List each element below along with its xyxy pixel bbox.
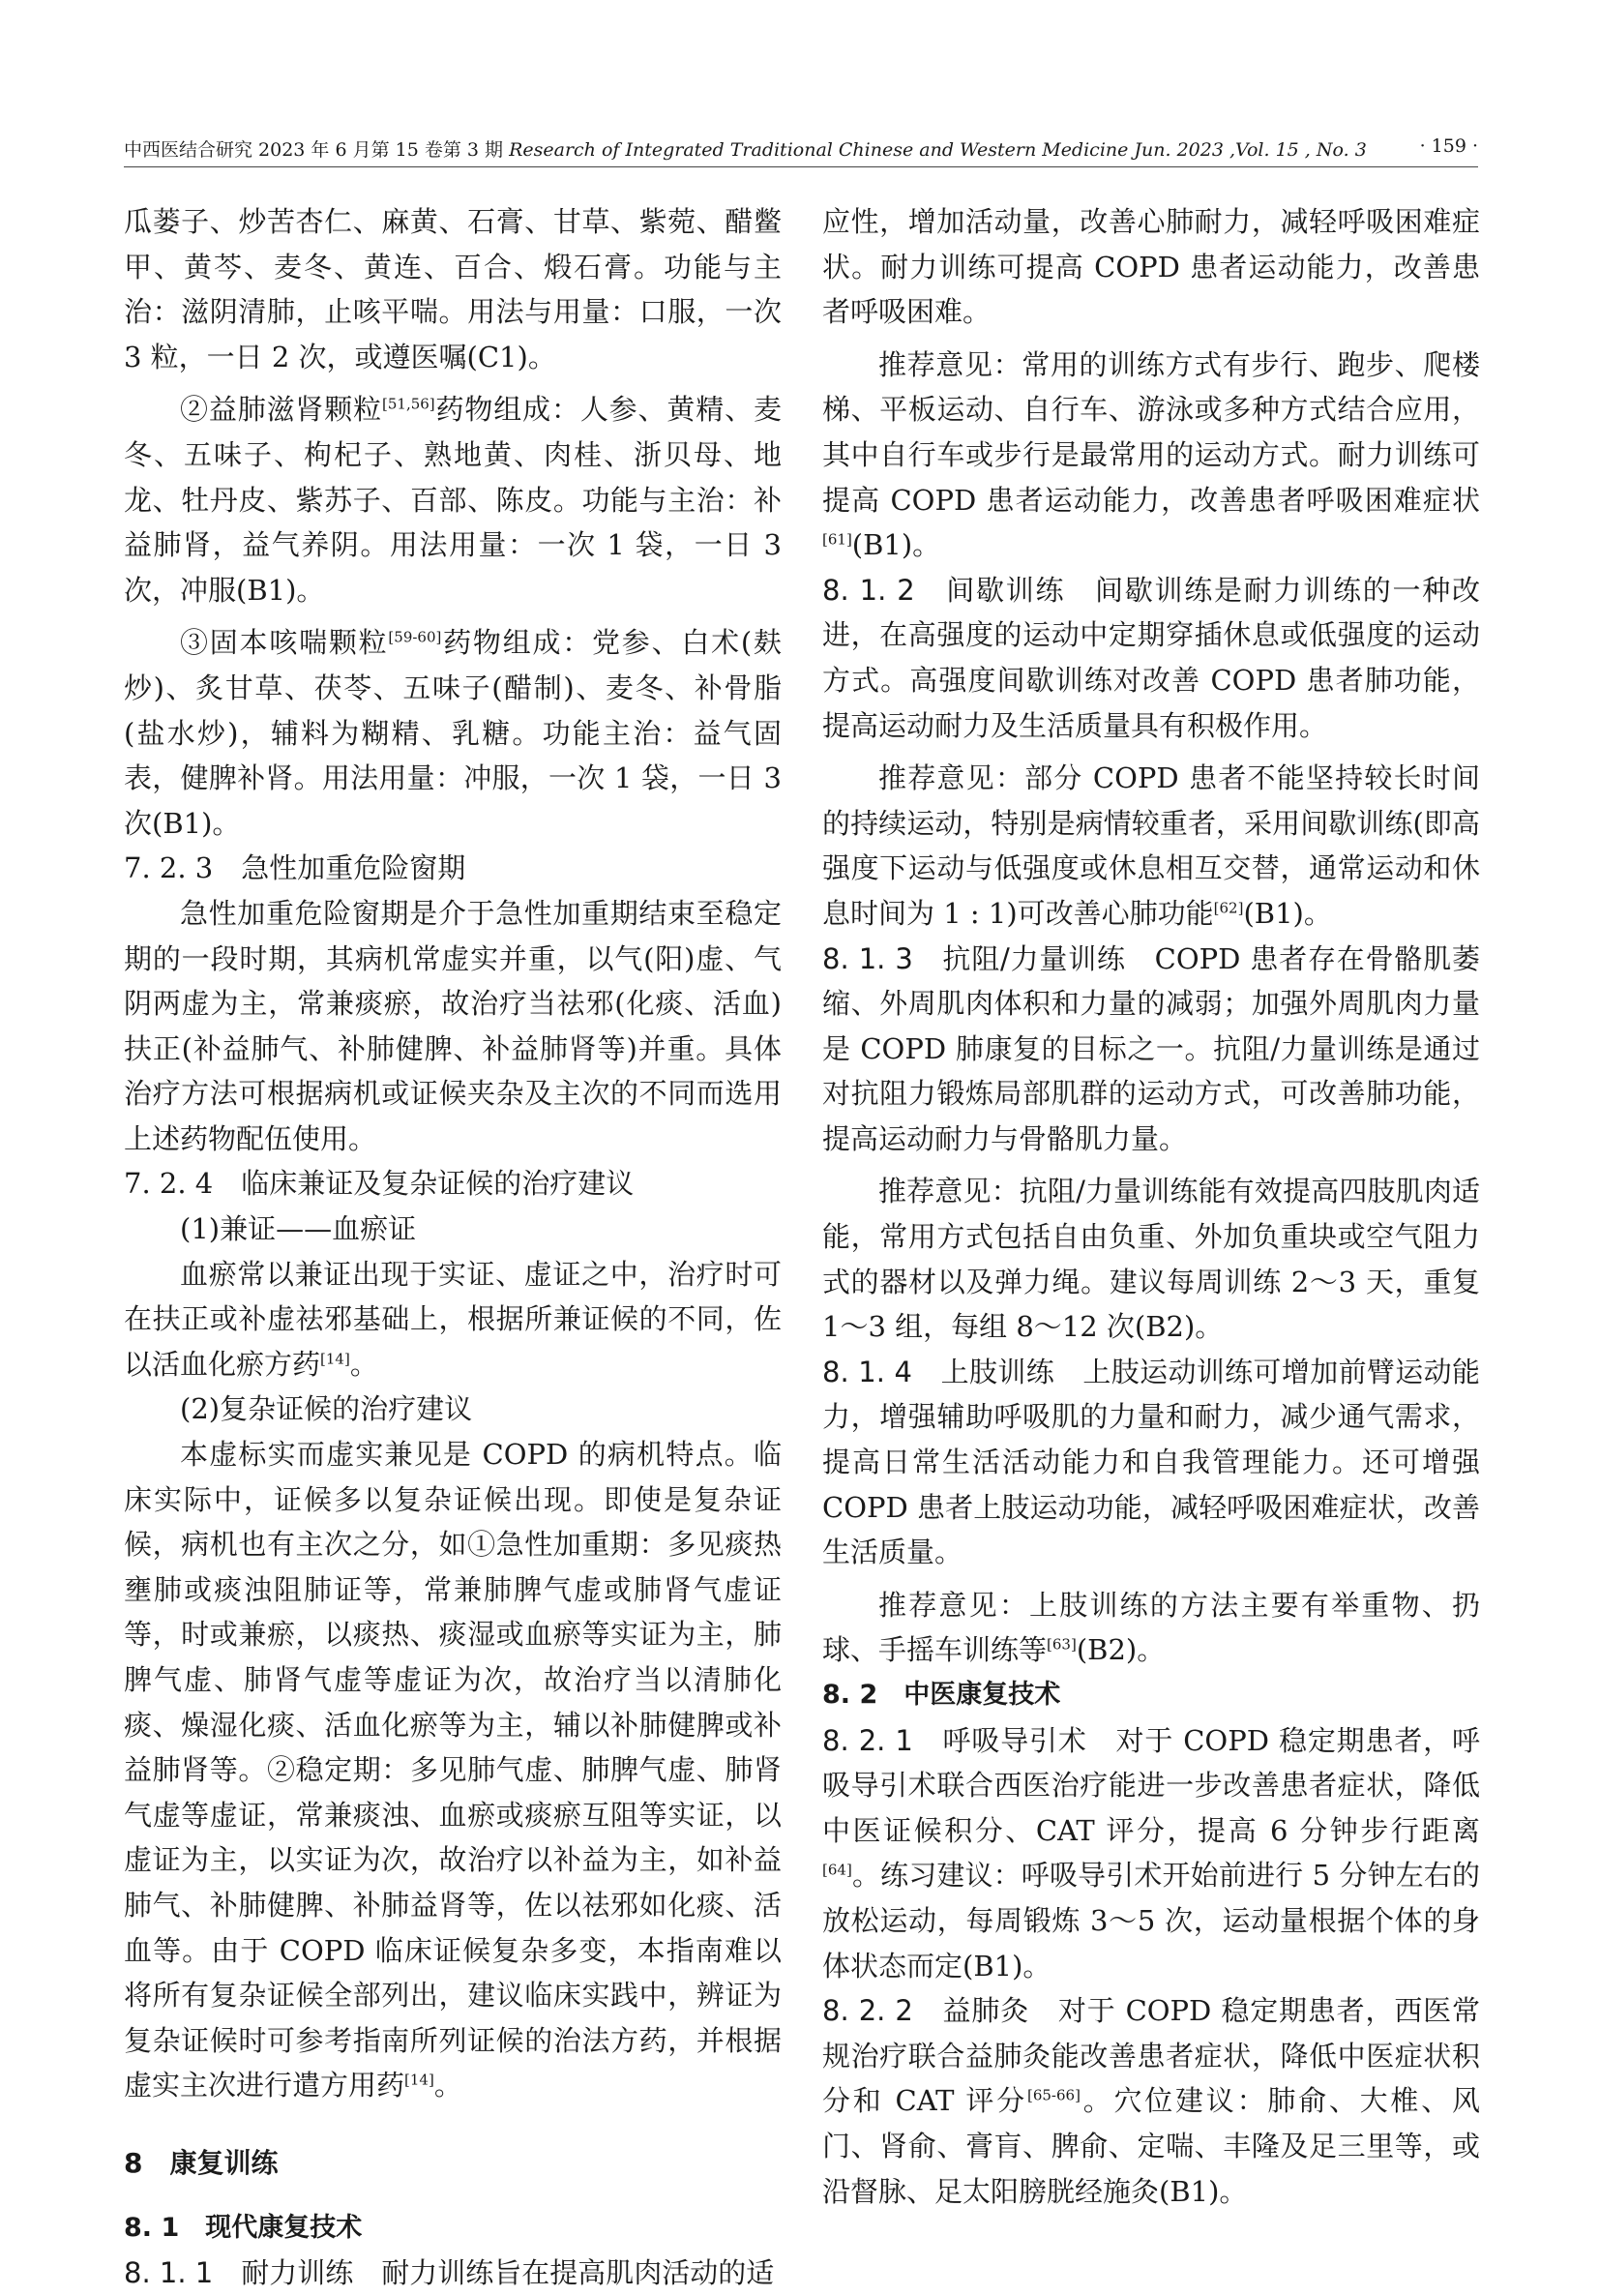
header-rule xyxy=(124,166,1478,167)
paragraph-text: 。练习建议：呼吸导引术开始前进行 5 分钟左右的放松运动，每周锻炼 3～5 次，运动量根据个体的身体状态而定(B1)。 xyxy=(822,1859,1480,1983)
paragraph-text: 药物组成：人参、黄精、麦冬、五味子、枸杞子、熟地黄、肉桂、浙贝母、地龙、牡丹皮、紫苏子、百部、陈皮。功能与主治：补益肺肾，益气养阴。用法用量：一次 1 袋，一日 3 次，冲服(B1)。 xyxy=(124,393,782,607)
journal-citation xyxy=(124,135,1367,162)
journal-name-cn: 中西医结合研究 2023 年 6 月第 15 卷第 3 期 xyxy=(124,139,504,161)
left-column xyxy=(124,199,782,2290)
citation-ref: [14] xyxy=(320,1350,350,1368)
section-heading: 8 康复训练 xyxy=(124,2146,279,2179)
paragraph-text: (B1)。 xyxy=(851,528,941,562)
paragraph-text: 。 xyxy=(433,2069,462,2102)
citation-ref: [51,56] xyxy=(382,395,435,413)
citation-ref: [14] xyxy=(404,2071,434,2089)
paragraph xyxy=(124,1252,782,1387)
spacer xyxy=(124,612,782,620)
subsection-heading: 8. 1. 3 抗阻/力量训练 xyxy=(822,941,1126,975)
paragraph-text: 药物组成：党参、白术(麸炒)、炙甘草、茯苓、五味子(醋制)、麦冬、补骨脂(盐水炒)，辅料为糊精、乳糖。功能主治：益气固表，健脾补肾。用法用量：冲服，一次 1 袋，一日 3 次(B1)。 xyxy=(124,626,782,840)
subsection-heading: 8. 2. 2 益肺灸 xyxy=(822,1994,1030,2028)
drug-name: ③固本咳喘颗粒 xyxy=(180,626,389,660)
subsection-heading: 7. 2. 3 急性加重危险窗期 xyxy=(124,851,466,885)
paragraph xyxy=(822,568,1480,748)
paragraph: 应性，增加活动量，改善心肺耐力，减轻呼吸困难症状。耐力训练可提高 COPD 患者运动能力，改善患者呼吸困难。 xyxy=(822,205,1480,329)
subsection-heading: 8. 1. 1 耐力训练 xyxy=(124,2256,354,2290)
paragraph xyxy=(124,1432,782,2108)
paragraph xyxy=(822,343,1480,568)
paragraph-text: 本虚标实而虚实兼见是 COPD 的病机特点。临床实际中，证候多以复杂证候出现。即使是复杂证候，病机也有主次之分，如①急性加重期：多见痰热壅肺或痰浊阻肺证等，常兼肺脾气虚或肺肾气虚证等，时或兼瘀，以痰热、痰湿或血瘀等实证为主，肺脾气虚、肺肾气虚等虚证为次，故治疗当以清肺化痰、燥湿化痰、活血化瘀等为主，辅以补肺健脾或补益肺肾等。②稳定期：多见肺气虚、肺脾气虚、肺肾气虚等虚证，常兼痰浊、血瘀或痰瘀互阻等实证，以虚证为主，以实证为次，故治疗以补益为主，如补益肺气、补肺健脾、补肺益肾等，佐以祛邪如化痰、活血等。由于 COPD 临床证候复杂多变，本指南难以将所有复杂证候全部列出，建议临床实践中，辨证为复杂证候时可参考指南所列证候的治法方药，并根据虚实主次进行遣方用药 xyxy=(124,1438,782,2102)
subsection-heading: 8. 2. 1 呼吸导引术 xyxy=(822,1723,1087,1757)
citation-ref: [65-66] xyxy=(1026,2086,1081,2104)
spacer xyxy=(822,335,1480,343)
right-column xyxy=(822,199,1480,2208)
section-subheading: 8. 2 中医康复技术 xyxy=(822,1680,1061,1710)
paragraph-text: 。穴位建议：肺俞、大椎、风门、肾俞、膏肓、脾俞、定喘、丰隆及足三里等，或沿督脉、足太阳膀胱经施灸(B1)。 xyxy=(822,2084,1480,2208)
journal-name-en: Research of Integrated Traditional Chinese and Western Medicine Jun. 2023 ,Vol. 15 , No. 3 xyxy=(509,139,1367,161)
paragraph-text: 血瘀常以兼证出现于实证、虚证之中，治疗时可在扶正或补虚祛邪基础上，根据所兼证候的不同，佐以活血化瘀方药 xyxy=(124,1257,782,1381)
subsection-heading: 7. 2. 4 临床兼证及复杂证候的治疗建议 xyxy=(124,1167,635,1201)
subsection-heading: 8. 1. 2 间歇训练 xyxy=(822,573,1066,607)
paragraph-text: 。 xyxy=(349,1347,378,1381)
paragraph-text: 对于 COPD 稳定期患者，呼吸导引术联合西医治疗能进一步改善患者症状，降低中医证候积分、CAT 评分，提高 6 分钟步行距离 xyxy=(822,1723,1480,1847)
paragraph xyxy=(124,620,782,846)
paragraph xyxy=(822,1583,1480,1673)
running-header xyxy=(124,135,1478,176)
spacer xyxy=(822,748,1480,756)
paragraph-text: COPD 患者存在骨骼肌萎缩、外周肌肉体积和力量的减弱；加强外周肌肉力量是 COPD 肺康复的目标之一。抗阻/力量训练是通过对抗阻力锻炼局部肌群的运动方式，可改善肺功能，提高运动耐力与骨骼肌力量。 xyxy=(822,941,1480,1155)
paragraph xyxy=(822,1350,1480,1575)
paragraph-text: (B2)。 xyxy=(1076,1633,1166,1667)
paragraph-text: 推荐意见：常用的训练方式有步行、跑步、爬楼梯、平板运动、自行车、游泳或多种方式结合应用，其中自行车或步行是最常用的运动方式。耐力训练可提高 COPD 患者运动能力，改善患者呼吸困难症状 xyxy=(822,347,1480,517)
paragraph xyxy=(124,2251,782,2296)
paragraph xyxy=(822,1988,1480,2214)
paragraph-text: 上肢运动训练可增加前臂运动能力，增强辅助呼吸肌的力量和耐力，减少通气需求，提高日常生活活动能力和自我管理能力。还可增强 COPD 患者上肢运动功能，减轻呼吸困难症状，改善生活质量。 xyxy=(822,1355,1480,1569)
spacer xyxy=(822,1575,1480,1583)
spacer xyxy=(124,379,782,387)
paragraph: 推荐意见：抗阻/力量训练能有效提高四肢肌肉适能，常用方式包括自由负重、外加负重块或空气阻力式的器材以及弹力绳。建议每周训练 2～3 天，重复 1～3 组，每组 8～12 次(B2)。 xyxy=(822,1175,1480,1344)
citation-ref: [59-60] xyxy=(388,628,442,646)
subsection-heading: 8. 1. 4 上肢训练 xyxy=(822,1355,1055,1388)
paragraph-text: (B1)。 xyxy=(1243,896,1332,930)
paragraph-text: 耐力训练旨在提高肌肉活动的适 xyxy=(353,2256,775,2290)
paragraph: 急性加重危险窗期是介于急性加重期结束至稳定期的一段时期，其病机常虚实并重，以气(阳)虚、气阴两虚为主，常兼痰瘀，故治疗当祛邪(化痰、活血)扶正(补益肺气、补肺健脾、补益肺肾等)并重。具体治疗方法可根据病机或证候夹杂及主次的不同而选用上述药物配伍使用。 xyxy=(124,896,782,1155)
sub-item-heading: (2)复杂证候的治疗建议 xyxy=(180,1392,473,1426)
spacer xyxy=(822,1161,1480,1169)
citation-ref: [62] xyxy=(1213,899,1244,917)
citation-ref: [64] xyxy=(822,1861,852,1879)
drug-name: ②益肺滋肾颗粒 xyxy=(180,393,383,427)
page-number: · 159 · xyxy=(1419,135,1478,157)
paragraph-text: 对于 COPD 稳定期患者，西医常规治疗联合益肺灸能改善患者症状，降低中医症状积分和 CAT 评分 xyxy=(822,1994,1480,2118)
citation-ref: [63] xyxy=(1047,1635,1077,1654)
paragraph xyxy=(124,387,782,612)
paragraph: 瓜蒌子、炒苦杏仁、麻黄、石膏、甘草、紫菀、醋鳖甲、黄芩、麦冬、黄连、百合、煅石膏。功能与主治：滋阴清肺，止咳平喘。用法与用量：口服，一次 3 粒，一日 2 次，或遵医嘱(C1)。 xyxy=(124,205,782,373)
paragraph-text: 推荐意见：上肢训练的方法主要有举重物、扔球、手摇车训练等 xyxy=(822,1588,1480,1667)
sub-item-heading: (1)兼证——血瘀证 xyxy=(180,1212,417,1246)
paragraph xyxy=(822,937,1480,1162)
citation-ref: [61] xyxy=(822,530,852,549)
paragraph-text: 推荐意见：部分 COPD 患者不能坚持较长时间的持续运动，特别是病情较重者，采用间歇训练(即高强度下运动与低强度或休息相互交替，通常运动和休息时间为 1 : 1)可改善心肺功能 xyxy=(822,761,1480,930)
paragraph-text: 间歇训练是耐力训练的一种改进，在高强度的运动中定期穿插休息或低强度的运动方式。高强度间歇训练对改善 COPD 患者肺功能，提高运动耐力及生活质量具有积极作用。 xyxy=(822,573,1480,742)
paragraph xyxy=(822,756,1480,936)
paragraph xyxy=(822,1718,1480,1989)
section-subheading: 8. 1 现代康复技术 xyxy=(124,2212,363,2243)
